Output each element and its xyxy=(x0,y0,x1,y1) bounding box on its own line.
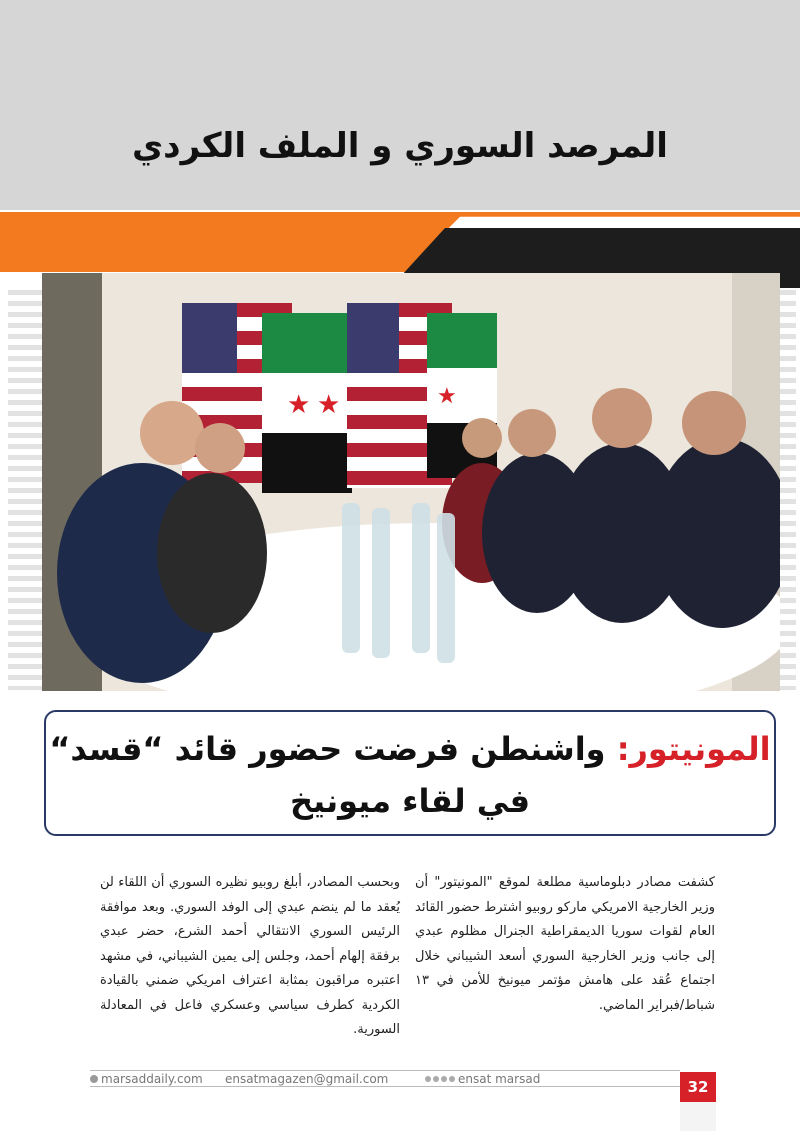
header-band xyxy=(0,0,800,210)
page-tab xyxy=(680,1102,716,1131)
decorative-stripes-left xyxy=(8,290,44,690)
headline-line1-text: واشنطن فرضت حضور قائد “قسد“ xyxy=(49,730,617,768)
svg-text:★: ★ xyxy=(287,390,311,420)
website-label: marsaddaily.com xyxy=(101,1072,203,1086)
footer-divider xyxy=(90,1086,680,1087)
headline-line-2: في لقاء ميونيخ xyxy=(289,782,531,820)
svg-text:★: ★ xyxy=(317,390,341,420)
footer-email[interactable] xyxy=(225,1072,388,1086)
article-column-right: كشفت مصادر دبلوماسية مطلعة لموقع "المونيتور" أن وزير الخارجية الامريكي ماركو روبيو اشترط حضور القائد العام لقوات سوريا الديمقراطية الجنرال مظلوم عبدي إلى جانب وزير الخارجية السوري أسعد الشيباني خلال اجتماع عُقد على هامش مؤتمر ميونيخ للأمن في ١٣ شباط/فبراير الماضي. xyxy=(415,875,715,1013)
article-column-left: وبحسب المصادر، أبلغ روبيو نظيره السوري أن اللقاء لن يُعقد ما لم ينضم عبدي إلى الوفد السوري. وبعد موافقة الرئيس السوري الانتقالي أحمد الشرع، حضر عبدي برفقة إلهام أحمد، وجلس إلى يمين الشيباني، في مشهد اعتبره مراقبون بمثابة اعتراف امريكي ضمني بالقيادة الكردية كطرف سياسي وعسكري فاعل في المعادلة السورية. xyxy=(100,875,400,1037)
meeting-photo xyxy=(42,273,780,691)
footer-divider-top xyxy=(90,1070,680,1071)
social-icons xyxy=(425,1076,455,1082)
headline-box xyxy=(44,710,776,836)
globe-icon xyxy=(90,1075,98,1083)
footer-social[interactable] xyxy=(425,1072,540,1086)
footer-website[interactable] xyxy=(90,1072,203,1086)
email-label: ensatmagazen@gmail.com xyxy=(225,1072,389,1086)
section-title: المرصد السوري و الملف الكردي xyxy=(132,126,668,166)
syria-flag-left xyxy=(262,313,352,493)
svg-text:★: ★ xyxy=(437,384,457,409)
page-number: 32 xyxy=(680,1072,716,1102)
headline-line-1 xyxy=(46,730,774,768)
headline-accent: المونيتور: xyxy=(616,730,771,768)
social-label: ensat marsad xyxy=(458,1072,541,1086)
